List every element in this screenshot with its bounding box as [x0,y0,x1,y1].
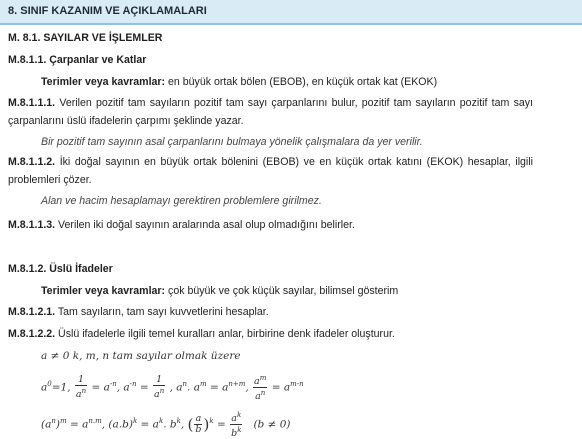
exponent-rules-row-1: $a^0=1$, $\frac{1}{a^n}$ = $a^{-n}$, $a^{-n}$ = $\frac{1}{a^n}$ , $a^n$. $a^m = a^{n+m}$, $\frac{a^m}{a^n}$ = $a^{m-n}$ [41,373,304,403]
topic1-terms [41,76,437,89]
exp-zero: 0 [47,380,52,388]
terms-text: çok büyük ve çok küçük sayılar, bilimsel gösterim [165,285,399,297]
fraction-a-k-over-b-k: $\frac{a^k}{b^k}$ [231,410,242,439]
eq-sign: = [139,381,149,394]
objective-text: Verilen pozitif tam sayıların pozitif tam sayı çarpanlarını bulur, pozitif tam sayıların pozitif tam sayı çarpanlarını üslü ifadelerin çarpımı şeklinde yazar. [8,97,533,127]
comma-a: , a [116,381,130,394]
objective-text: İki doğal sayının en büyük ortak bölenini (EBOB) ve en küçük ortak katını (EKOK) hesaplar, ilgili problemleri çözer. [8,156,533,186]
objective-text: Tam sayıların, tam sayı kuvvetlerini hesaplar. [55,306,269,318]
topic2-title: M.8.1.2. Üslü İfadeler [8,263,113,275]
objective-8-1-1-2 [8,153,533,189]
comma-a: , a [169,381,183,394]
objective-code: M.8.1.1.1. [8,97,56,109]
terms-text: en büyük ortak bölen (EBOB), en küçük ortak kat (EKOK) [165,76,438,88]
objective-8-1-1-3 [8,219,355,232]
objective-text: Verilen iki doğal sayının aralarında asal olup olmadığını belirler. [55,219,355,231]
unit-title: M. 8.1. SAYILAR VE İŞLEMLER [8,32,163,44]
times-a: . a [187,381,200,394]
section-title: 8. SINIF KAZANIM VE AÇIKLAMALARI [8,5,207,17]
exp-m-minus-n: m-n [290,380,304,388]
fraction-a-over-b: $\frac{a}{b}$ [195,413,202,435]
exponent-condition: a ≠ 0 k, m, n tam sayılar olmak üzere [41,350,241,362]
objective-code: M.8.1.2.1. [8,306,56,318]
objective-note: Bir pozitif tam sayının asal çarpanlarını bulmaya yönelik çalışmalara da yer verilir. [41,136,423,148]
objective-8-1-2-2 [8,328,395,341]
objective-code: M.8.1.2.2. [8,328,56,340]
topic1-title: M.8.1.1. Çarpanlar ve Katlar [8,54,147,66]
objective-note: Alan ve hacim hesaplamayı gerektiren problemlere girilmez. [41,195,322,207]
objective-code: M.8.1.1.3. [8,219,56,231]
exp-minus-n: -n [129,380,137,388]
eq-a: = a [271,381,291,394]
exponent-rules-row-2: $(a^n)^m = a^{n.m}$, $(a.b)^k = a^k$. $b^k$, ( $\frac{a}{b}$ )$^k$ = $\frac{a^k}{b^k}$ (b ≠ 0) [41,410,291,439]
terms-label: Terimler veya kavramlar: [41,285,166,297]
objective-8-1-1-1 [8,94,533,130]
objective-text: Üslü ifadelerle ilgili temel kuralları anlar, birbirine denk ifadeler oluşturur. [55,328,395,340]
fraction-one-over-a-n: $\frac{1}{a^n}$ [154,373,165,401]
exp-minus-n: -n [109,380,117,388]
topic2-terms [41,285,398,298]
objective-code: M.8.1.1.2. [8,156,56,168]
condition-b-nonzero: (b ≠ 0) [253,418,291,431]
objective-8-1-2-1 [8,306,269,319]
exp-n-plus-m: n+m [228,380,246,388]
eq-one: =1, [51,381,71,394]
fraction-one-over-a-n: $\frac{1}{a^n}$ [75,373,87,401]
terms-label: Terimler veya kavramlar: [41,76,166,88]
fraction-a-m-over-a-n: $\frac{a^m}{a^n}$ [254,373,267,403]
section-banner [0,0,582,25]
eq-a: = a [91,381,110,394]
eq-a: = a [209,381,229,394]
base-a: a [41,381,48,394]
